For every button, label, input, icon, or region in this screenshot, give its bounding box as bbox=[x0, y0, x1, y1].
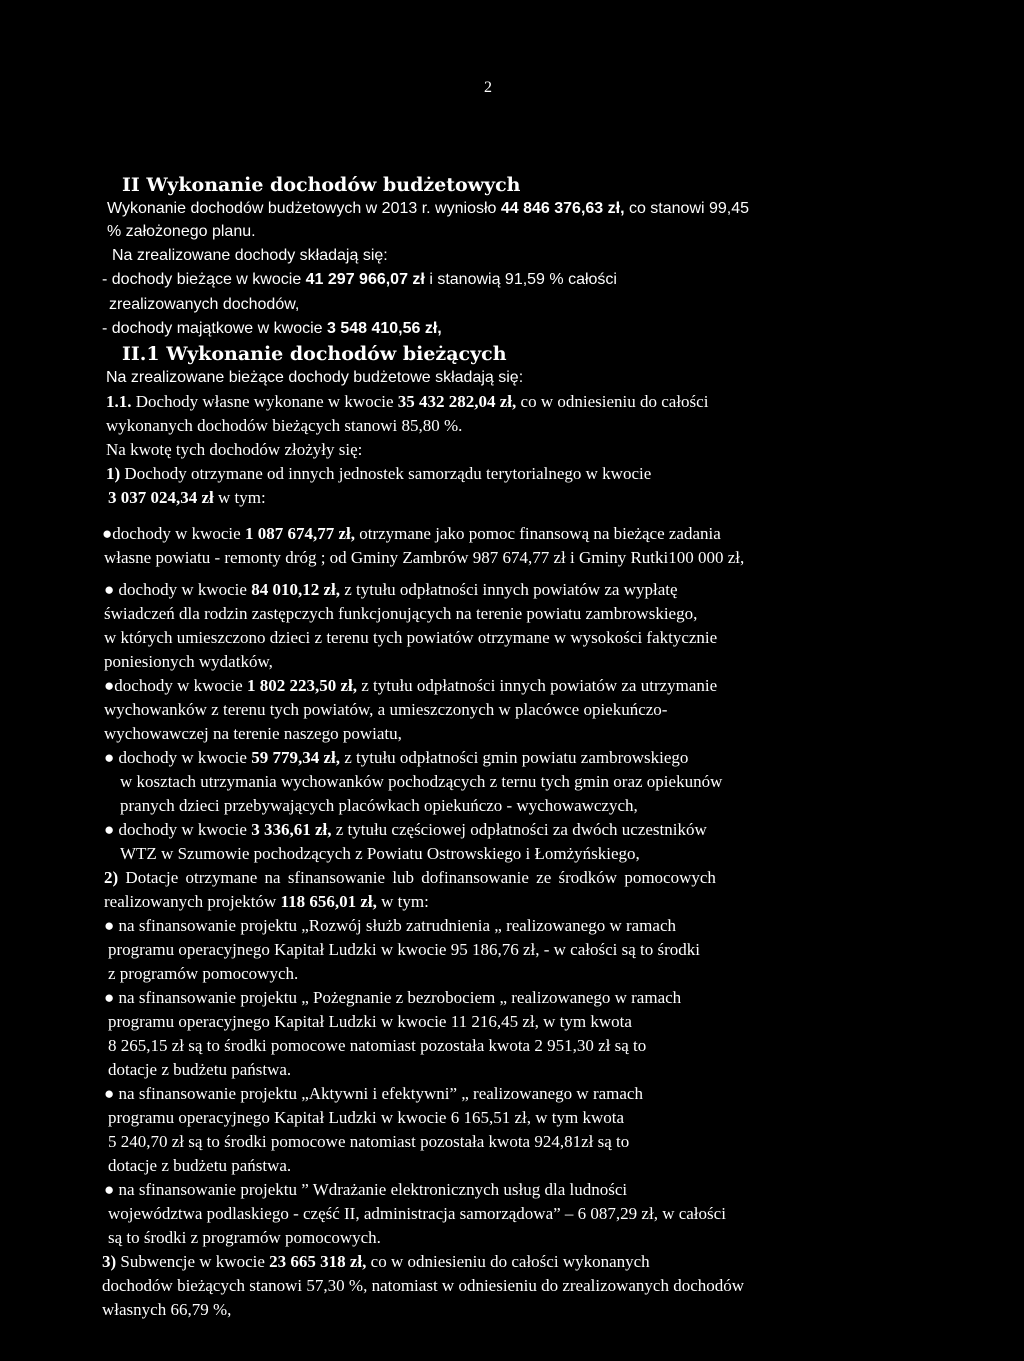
list-item: ● na sfinansowanie projektu „Aktywni i efektywni” „ realizowanego w ramach bbox=[104, 1084, 643, 1103]
list-item: ● na sfinansowanie projektu „Rozwój służb zatrudnienia „ realizowanego w ramach bbox=[104, 916, 676, 935]
page-number: 2 bbox=[484, 79, 492, 96]
text-line: Na zrealizowane bieżące dochody budżetowe składają się: bbox=[106, 369, 524, 386]
text-line: 1.1. Dochody własne wykonane w kwocie 35 432 282,04 zł, co w odniesieniu do całości bbox=[106, 392, 709, 411]
list-item: ● dochody w kwocie 84 010,12 zł, z tytułu odpłatności innych powiatów za wypłatę bbox=[104, 580, 678, 599]
text-line: programu operacyjnego Kapitał Ludzki w kwocie 6 165,51 zł, w tym kwota bbox=[108, 1108, 625, 1127]
text-line: programu operacyjnego Kapitał Ludzki w kwocie 11 216,45 zł, w tym kwota bbox=[108, 1012, 632, 1031]
list-item: ● na sfinansowanie projektu „ Pożegnanie z bezrobociem „ realizowanego w ramach bbox=[104, 988, 682, 1007]
text-line: Wykonanie dochodów budżetowych w 2013 r. wyniosło 44 846 376,63 zł, co stanowi 99,45 bbox=[107, 200, 750, 217]
text-line: % założonego planu. bbox=[107, 223, 256, 240]
section-heading: II Wykonanie dochodów budżetowych bbox=[122, 174, 521, 196]
text-line: WTZ w Szumowie pochodzących z Powiatu Ostrowskiego i Łomżyńskiego, bbox=[120, 844, 640, 863]
text-line: - dochody majątkowe w kwocie 3 548 410,56 zł, bbox=[102, 320, 442, 337]
text-line: - dochody bieżące w kwocie 41 297 966,07 zł i stanowią 91,59 % całości bbox=[102, 271, 617, 288]
text-line: 1) Dochody otrzymane od innych jednostek samorządu terytorialnego w kwocie bbox=[106, 464, 652, 483]
list-item: ● na sfinansowanie projektu ” Wdrażanie elektronicznych usług dla ludności bbox=[104, 1180, 628, 1199]
text-line: 3 037 024,34 zł w tym: bbox=[108, 488, 266, 507]
text-line: Na kwotę tych dochodów złożyły się: bbox=[106, 440, 363, 459]
text-line: są to środki z programów pomocowych. bbox=[108, 1228, 381, 1247]
subsection-heading: II.1 Wykonanie dochodów bieżących bbox=[122, 343, 507, 365]
text-line: realizowanych projektów 118 656,01 zł, w tym: bbox=[104, 892, 429, 911]
list-item: ● dochody w kwocie 3 336,61 zł, z tytułu częściowej odpłatności za dwóch uczestników bbox=[104, 820, 707, 839]
text-line: dotacje z budżetu państwa. bbox=[108, 1060, 292, 1079]
text-line: w kosztach utrzymania wychowanków pochodzących z ternu tych gmin oraz opiekunów bbox=[120, 772, 723, 791]
text-line: dotacje z budżetu państwa. bbox=[108, 1156, 292, 1175]
text-line: pranych dzieci przebywających placówkach opiekuńczo - wychowawczych, bbox=[120, 796, 638, 815]
text-line: wychowawczej na terenie naszego powiatu, bbox=[104, 724, 402, 743]
text-line: województwa podlaskiego - część II, administracja samorządowa” – 6 087,29 zł, w całości bbox=[108, 1204, 726, 1223]
text-line: wychowanków z terenu tych powiatów, a umieszczonych w placówce opiekuńczo- bbox=[104, 700, 668, 719]
text-line: dochodów bieżących stanowi 57,30 %, natomiast w odniesieniu do zrealizowanych dochodów bbox=[102, 1276, 745, 1295]
text-line: programu operacyjnego Kapitał Ludzki w kwocie 95 186,76 zł, - w całości są to środki bbox=[108, 940, 701, 959]
list-item: ● dochody w kwocie 59 779,34 zł, z tytułu odpłatności gmin powiatu zambrowskiego bbox=[104, 748, 689, 767]
text-line: własnych 66,79 %, bbox=[102, 1300, 232, 1319]
text-line: poniesionych wydatków, bbox=[104, 652, 273, 671]
text-line: własne powiatu - remonty dróg ; od Gminy Zambrów 987 674,77 zł i Gminy Rutki100 000 zł, bbox=[104, 548, 745, 567]
text-line: 5 240,70 zł są to środki pomocowe natomiast pozostała kwota 924,81zł są to bbox=[108, 1132, 630, 1151]
text-line: 3) Subwencje w kwocie 23 665 318 zł, co w odniesieniu do całości wykonanych bbox=[102, 1252, 650, 1271]
text-line: Na zrealizowane dochody składają się: bbox=[112, 247, 388, 264]
list-item: ●dochody w kwocie 1 802 223,50 zł, z tytułu odpłatności innych powiatów za utrzymanie bbox=[104, 676, 718, 695]
text-line: wykonanych dochodów bieżących stanowi 85,80 %. bbox=[106, 416, 463, 435]
list-item: ●dochody w kwocie 1 087 674,77 zł, otrzymane jako pomoc finansową na bieżące zadania bbox=[102, 524, 721, 543]
text-line: 2) Dotacje otrzymane na sfinansowanie lub dofinansowanie ze środków pomocowych bbox=[104, 868, 716, 887]
text-line: z programów pomocowych. bbox=[108, 964, 299, 983]
text-line: 8 265,15 zł są to środki pomocowe natomiast pozostała kwota 2 951,30 zł są to bbox=[108, 1036, 647, 1055]
text-line: świadczeń dla rodzin zastępczych funkcjonujących na terenie powiatu zambrowskiego, bbox=[104, 604, 698, 623]
text-line: w których umieszczono dzieci z terenu tych powiatów otrzymane w wysokości faktycznie bbox=[104, 628, 718, 647]
text-line: zrealizowanych dochodów, bbox=[109, 296, 300, 313]
